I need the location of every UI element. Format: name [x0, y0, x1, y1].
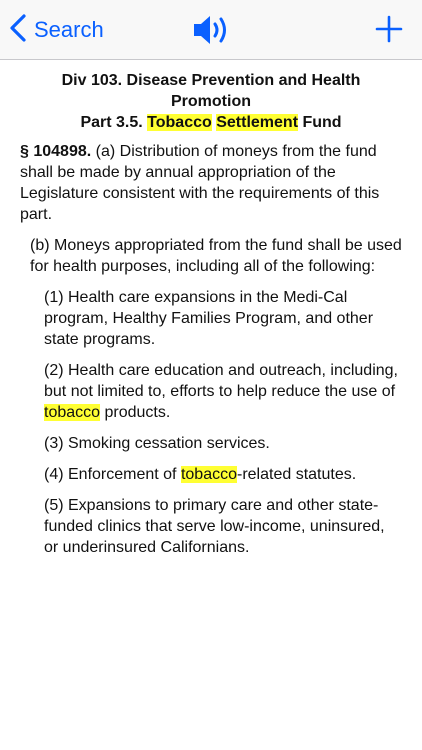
- list-item-2-suffix: products.: [104, 404, 171, 421]
- search-highlight: Tobacco: [147, 114, 212, 131]
- read-aloud-button[interactable]: [190, 12, 234, 48]
- part-title-suffix: Fund: [302, 114, 342, 131]
- part-number: Part 3.5.: [80, 114, 143, 131]
- search-highlight: tobacco: [44, 404, 101, 421]
- navigation-bar: [0, 0, 422, 60]
- search-highlight: tobacco: [180, 466, 237, 483]
- list-item-5: (5) Expansions to primary care and other state-funded clinics that serve low-income, uninsured, or underinsured Californians.: [44, 497, 385, 556]
- list-item-4-text: (4) Enforcement of: [44, 466, 177, 483]
- list-item-4-suffix: -related statutes.: [237, 466, 357, 483]
- add-bookmark-button[interactable]: [372, 12, 406, 46]
- back-button[interactable]: [8, 12, 104, 48]
- paragraph-a-text: (a) Distribution of moneys from the fund shall be made by annual appropriation of the Legislature consistent with the requirements of this part.: [20, 143, 380, 223]
- document-heading: [28, 70, 394, 133]
- list-item-3: (3) Smoking cessation services.: [44, 435, 270, 452]
- plus-icon: [372, 33, 406, 50]
- section-number: § 104898.: [20, 143, 92, 160]
- list-item-2: [44, 360, 402, 423]
- paragraph-a: [20, 141, 402, 225]
- back-button-label: Search: [34, 17, 104, 42]
- list-item-1: (1) Health care expansions in the Medi-Cal program, Healthy Families Program, and other state programs.: [44, 289, 374, 348]
- part-title: [28, 112, 394, 133]
- paragraph-b: (b) Moneys appropriated from the fund shall be used for health purposes, including all of the following:: [30, 237, 402, 275]
- list-item-2-text: (2) Health care education and outreach, including, but not limited to, efforts to help reduce the use of: [44, 362, 398, 400]
- list-item-4: [44, 464, 402, 485]
- document-content: [0, 60, 422, 558]
- division-title: Div 103. Disease Prevention and Health Promotion: [61, 72, 361, 110]
- speaker-icon: [190, 35, 234, 52]
- chevron-left-icon: [8, 13, 28, 48]
- search-highlight: Settlement: [216, 114, 299, 131]
